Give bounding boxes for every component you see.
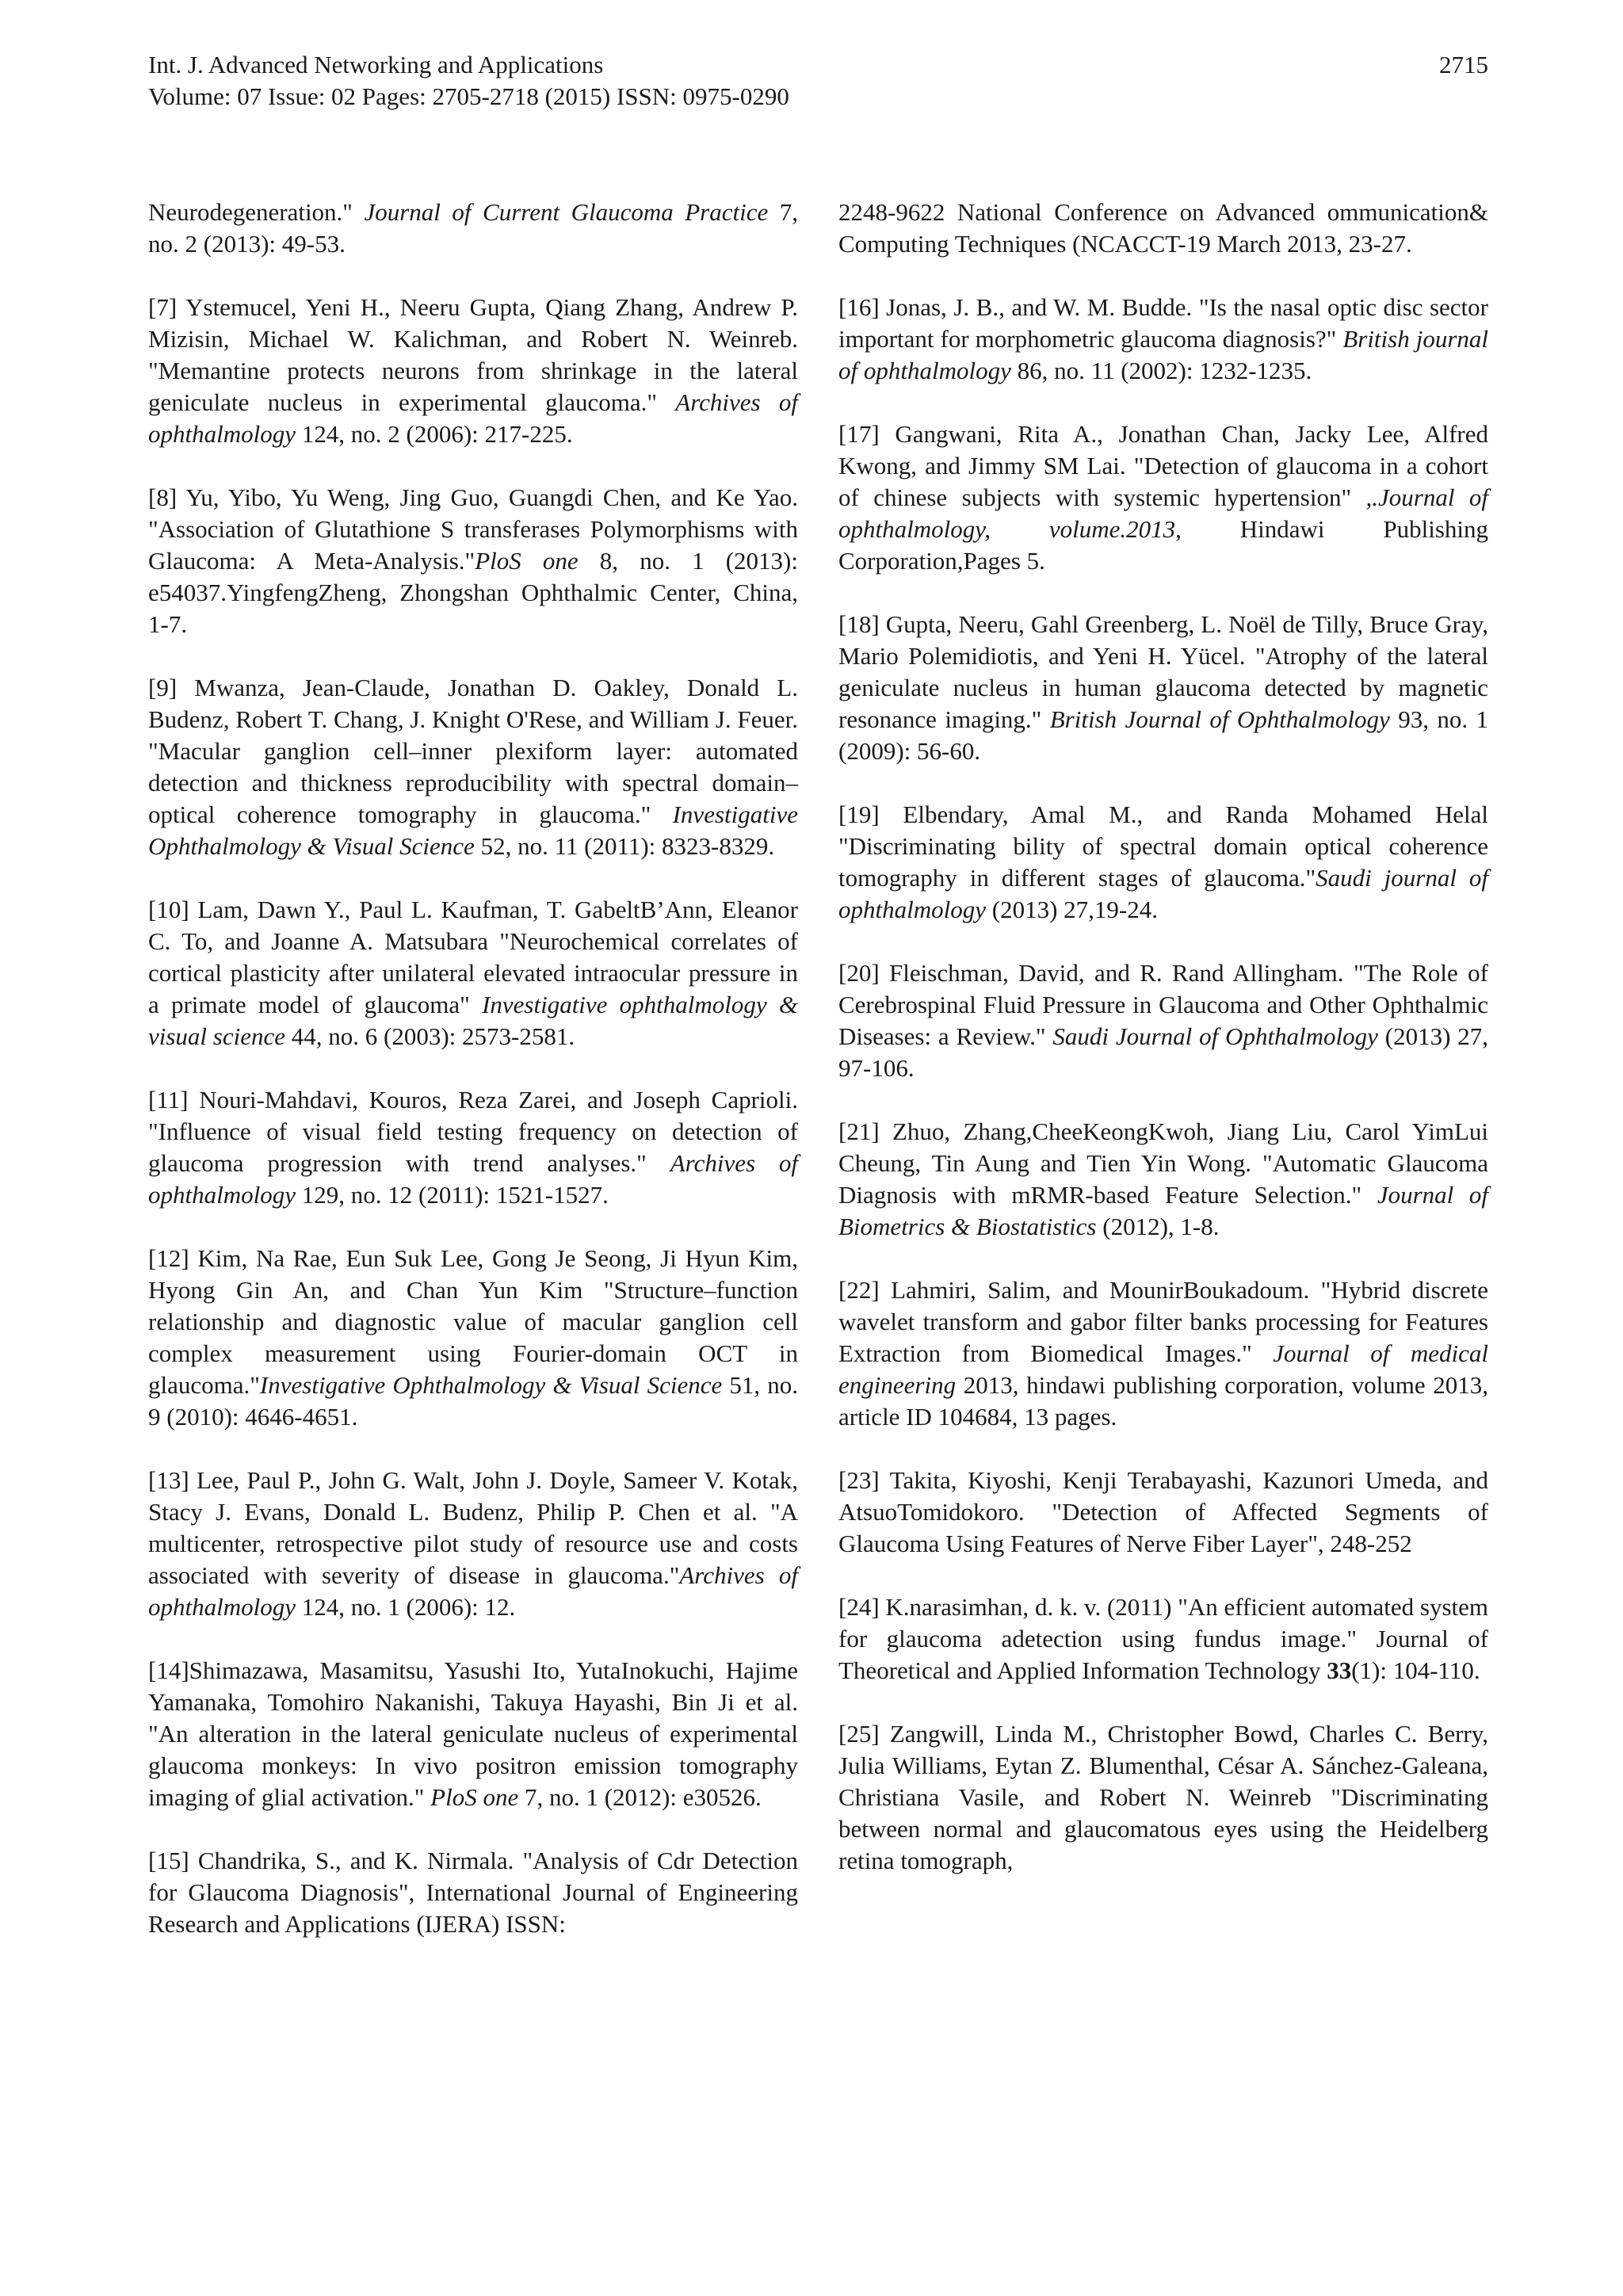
reference-text: (1): 104-110. [1351,1656,1480,1684]
reference-text: 51, no. 9 (2010): 4646-4651. [148,1371,799,1431]
reference-text: 93, no. 1 (2009): 56-60. [838,705,1489,765]
reference-source: Archives of ophthalmology [148,388,798,448]
reference-entry [148,197,798,260]
reference-source: Saudi journal of ophthalmology [838,864,1489,923]
reference-text: 8, no. 1 (2013): e54037.YingfengZheng, Zhongshan Ophthalmic Center, China, 1-7. [148,547,798,638]
reference-entry [838,1116,1488,1243]
reference-text: 52, no. 11 (2011): 8323-8329. [474,832,775,860]
page-header [148,49,1488,113]
reference-entry [148,894,798,1052]
reference-text: [16] Jonas, J. B., and W. M. Budde. "Is the nasal optic disc sector important for morphometric glaucoma diagnosis?" [838,293,1488,353]
reference-entry [838,197,1488,260]
reference-text: (2012), 1-8. [1096,1213,1220,1240]
reference-entry [838,418,1488,577]
reference-source: ,.Journal of ophthalmology, volume.2013 [838,483,1488,543]
reference-entry [148,1243,798,1433]
reference-entry [838,609,1488,767]
reference-text: , Hindawi Publishing Corporation,Pages 5. [838,515,1489,575]
reference-entry [148,1845,798,1940]
reference-text: [25] Zangwill, Linda M., Christopher Bowd, Charles C. Berry, Julia Williams, Eytan Z. Blumenthal, César A. Sánchez-Galeana, Christiana Vasile, and Robert N. Weinreb "Discriminating between normal and glaucomatous eyes using the Heidelberg retina tomograph, [838,1720,1488,1874]
reference-entry [838,292,1488,387]
reference-text: [17] Gangwani, Rita A., Jonathan Chan, Jacky Lee, Alfred Kwong, and Jimmy SM Lai. "Detection of glaucoma in a cohort of chinese subjects with systemic hypertension" [838,420,1488,511]
reference-source: Investigative Ophthalmology & Visual Science [259,1371,723,1399]
reference-source: Journal of medical engineering [838,1339,1488,1399]
reference-text: 7, no. 1 (2012): e30526. [518,1783,762,1811]
reference-text: 124, no. 2 (2006): 217-225. [296,420,573,448]
reference-entry [838,1274,1488,1433]
page-number: 2715 [1439,51,1488,78]
reference-text: [11] Nouri-Mahdavi, Kouros, Reza Zarei, and Joseph Caprioli. "Influence of visual field testing frequency on detection of glaucoma progression with trend analyses." [148,1086,798,1177]
reference-source: PloS one [475,547,579,575]
reference-entry [838,1465,1488,1560]
reference-text: 2013, hindawi publishing corporation, volume 2013, article ID 104684, 13 pages. [838,1371,1488,1431]
reference-source: Saudi Journal of Ophthalmology [1052,1022,1378,1050]
reference-source: Archives of ophthalmology [148,1561,799,1621]
right-column [838,197,1488,1908]
reference-text: 124, no. 1 (2006): 12. [296,1593,516,1621]
reference-source: British journal of ophthalmology [838,325,1488,384]
reference-source: Journal of Biometrics & Biostatistics [838,1181,1488,1240]
reference-entry [148,1465,798,1623]
reference-source: Investigative ophthalmology & visual science [148,991,798,1050]
reference-entry [148,292,798,450]
reference-text: 2248-9622 National Conference on Advanced ommunication& Computing Techniques (NCACCT-19 March 2013, 23-27. [838,198,1488,258]
reference-source: PloS one [430,1783,519,1811]
reference-text: [18] Gupta, Neeru, Gahl Greenberg, L. Noël de Tilly, Bruce Gray, Mario Polemidiotis, and Yeni H. Yücel. "Atrophy of the lateral geniculate nucleus in human glaucoma detected by magnetic resonance imaging." [838,610,1488,733]
reference-text: 129, no. 12 (2011): 1521-1527. [296,1181,609,1209]
reference-text: [7] Ystemucel, Yeni H., Neeru Gupta, Qiang Zhang, Andrew P. Mizisin, Michael W. Kalichman, and Robert N. Weinreb. "Memantine protects neurons from shrinkage in the lateral geniculate nucleus in experimental glaucoma." [148,293,798,416]
reference-entry [148,1655,798,1813]
reference-volume: 33 [1327,1656,1352,1684]
reference-text: 44, no. 6 (2003): 2573-2581. [285,1022,575,1050]
reference-source: Archives of ophthalmology [148,1149,799,1209]
reference-text: [21] Zhuo, Zhang,CheeKeongKwoh, Jiang Liu, Carol YimLui Cheung, Tin Aung and Tien Yin Wong. "Automatic Glaucoma Diagnosis with mRMR-based Feature Selection." [838,1117,1488,1209]
reference-text: 7, no. 2 (2013): 49-53. [148,198,798,258]
reference-text: 86, no. 11 (2002): 1232-1235. [1010,357,1312,384]
reference-entry [838,1591,1488,1687]
reference-text: (2013) 27, 97-106. [838,1022,1488,1082]
reference-text: [8] Yu, Yibo, Yu Weng, Jing Guo, Guangdi Chen, and Ke Yao. "Association of Glutathione S transferases Polymorphisms with Glaucoma: A Meta-Analysis." [148,483,798,575]
reference-text: [22] Lahmiri, Salim, and MounirBoukadoum. "Hybrid discrete wavelet transform and gabor filter banks processing for Features Extraction from Biomedical Images." [838,1276,1488,1367]
reference-entry [148,672,798,862]
reference-source: British Journal of Ophthalmology [1049,705,1390,733]
reference-text: [9] Mwanza, Jean-Claude, Jonathan D. Oakley, Donald L. Budenz, Robert T. Chang, J. Knight O'Rese, and William J. Feuer. "Macular ganglion cell–inner plexiform layer: automated detection and thickness reproducibility with spectral domain–optical coherence tomography in glaucoma." [148,674,798,828]
reference-text: [13] Lee, Paul P., John G. Walt, John J. Doyle, Sameer V. Kotak, Stacy J. Evans, Donald L. Budenz, Philip P. Chen et al. "A multicenter, retrospective pilot study of resource use and costs associated with severity of disease in glaucoma." [148,1466,798,1589]
reference-text: Neurodegeneration." [148,198,365,226]
reference-text: (2013) 27,19-24. [986,896,1158,923]
left-column [148,197,798,1972]
reference-text: [19] Elbendary, Amal M., and Randa Mohamed Helal "Discriminating bility of spectral domain optical coherence tomography in different stages of glaucoma." [838,800,1488,892]
reference-entry [838,1718,1488,1877]
reference-text: [24] K.narasimhan, d. k. v. (2011) "An efficient automated system for glaucoma adetection using fundus image." Journal of Theoretical and Applied Information Technology [838,1593,1488,1684]
reference-entry [838,799,1488,926]
reference-entry [148,482,798,640]
reference-text: [20] Fleischman, David, and R. Rand Allingham. "The Role of Cerebrospinal Fluid Pressure in Glaucoma and Other Ophthalmic Diseases: a Review." [838,959,1488,1050]
reference-text: [15] Chandrika, S., and K. Nirmala. "Analysis of Cdr Detection for Glaucoma Diagnosis", International Journal of Engineering Research and Applications (IJERA) ISSN: [148,1847,798,1938]
reference-text: [10] Lam, Dawn Y., Paul L. Kaufman, T. GabeltB’Ann, Eleanor C. To, and Joanne A. Matsubara "Neurochemical correlates of cortical plasticity after unilateral elevated intraocular pressure in a primate model of glaucoma" [148,896,798,1018]
reference-text: [12] Kim, Na Rae, Eun Suk Lee, Gong Je Seong, Ji Hyun Kim, Hyong Gin An, and Chan Yun Kim "Structure–function relationship and diagnostic value of macular ganglion cell complex measurement using Fourier-domain OCT in glaucoma." [148,1244,798,1399]
reference-text: [23] Takita, Kiyoshi, Kenji Terabayashi, Kazunori Umeda, and AtsuoTomidokoro. "Detection of Affected Segments of Glaucoma Using Features of Nerve Fiber Layer", 248-252 [838,1466,1488,1557]
reference-source: Investigative Ophthalmology & Visual Science [148,800,798,860]
journal-name: Int. J. Advanced Networking and Applications [148,51,604,78]
reference-source: Journal of Current Glaucoma Practice [364,198,769,226]
reference-entry [838,957,1488,1084]
reference-entry [148,1084,798,1211]
reference-text: [14]Shimazawa, Masamitsu, Yasushi Ito, YutaInokuchi, Hajime Yamanaka, Tomohiro Nakanishi, Takuya Hayashi, Bin Ji et al. "An alteration in the lateral geniculate nucleus of experimental glaucoma monkeys: In vivo positron emission tomography imaging of glial activation." [148,1656,798,1811]
volume-info: Volume: 07 Issue: 02 Pages: 2705-2718 (2015) ISSN: 0975-0290 [148,82,789,110]
